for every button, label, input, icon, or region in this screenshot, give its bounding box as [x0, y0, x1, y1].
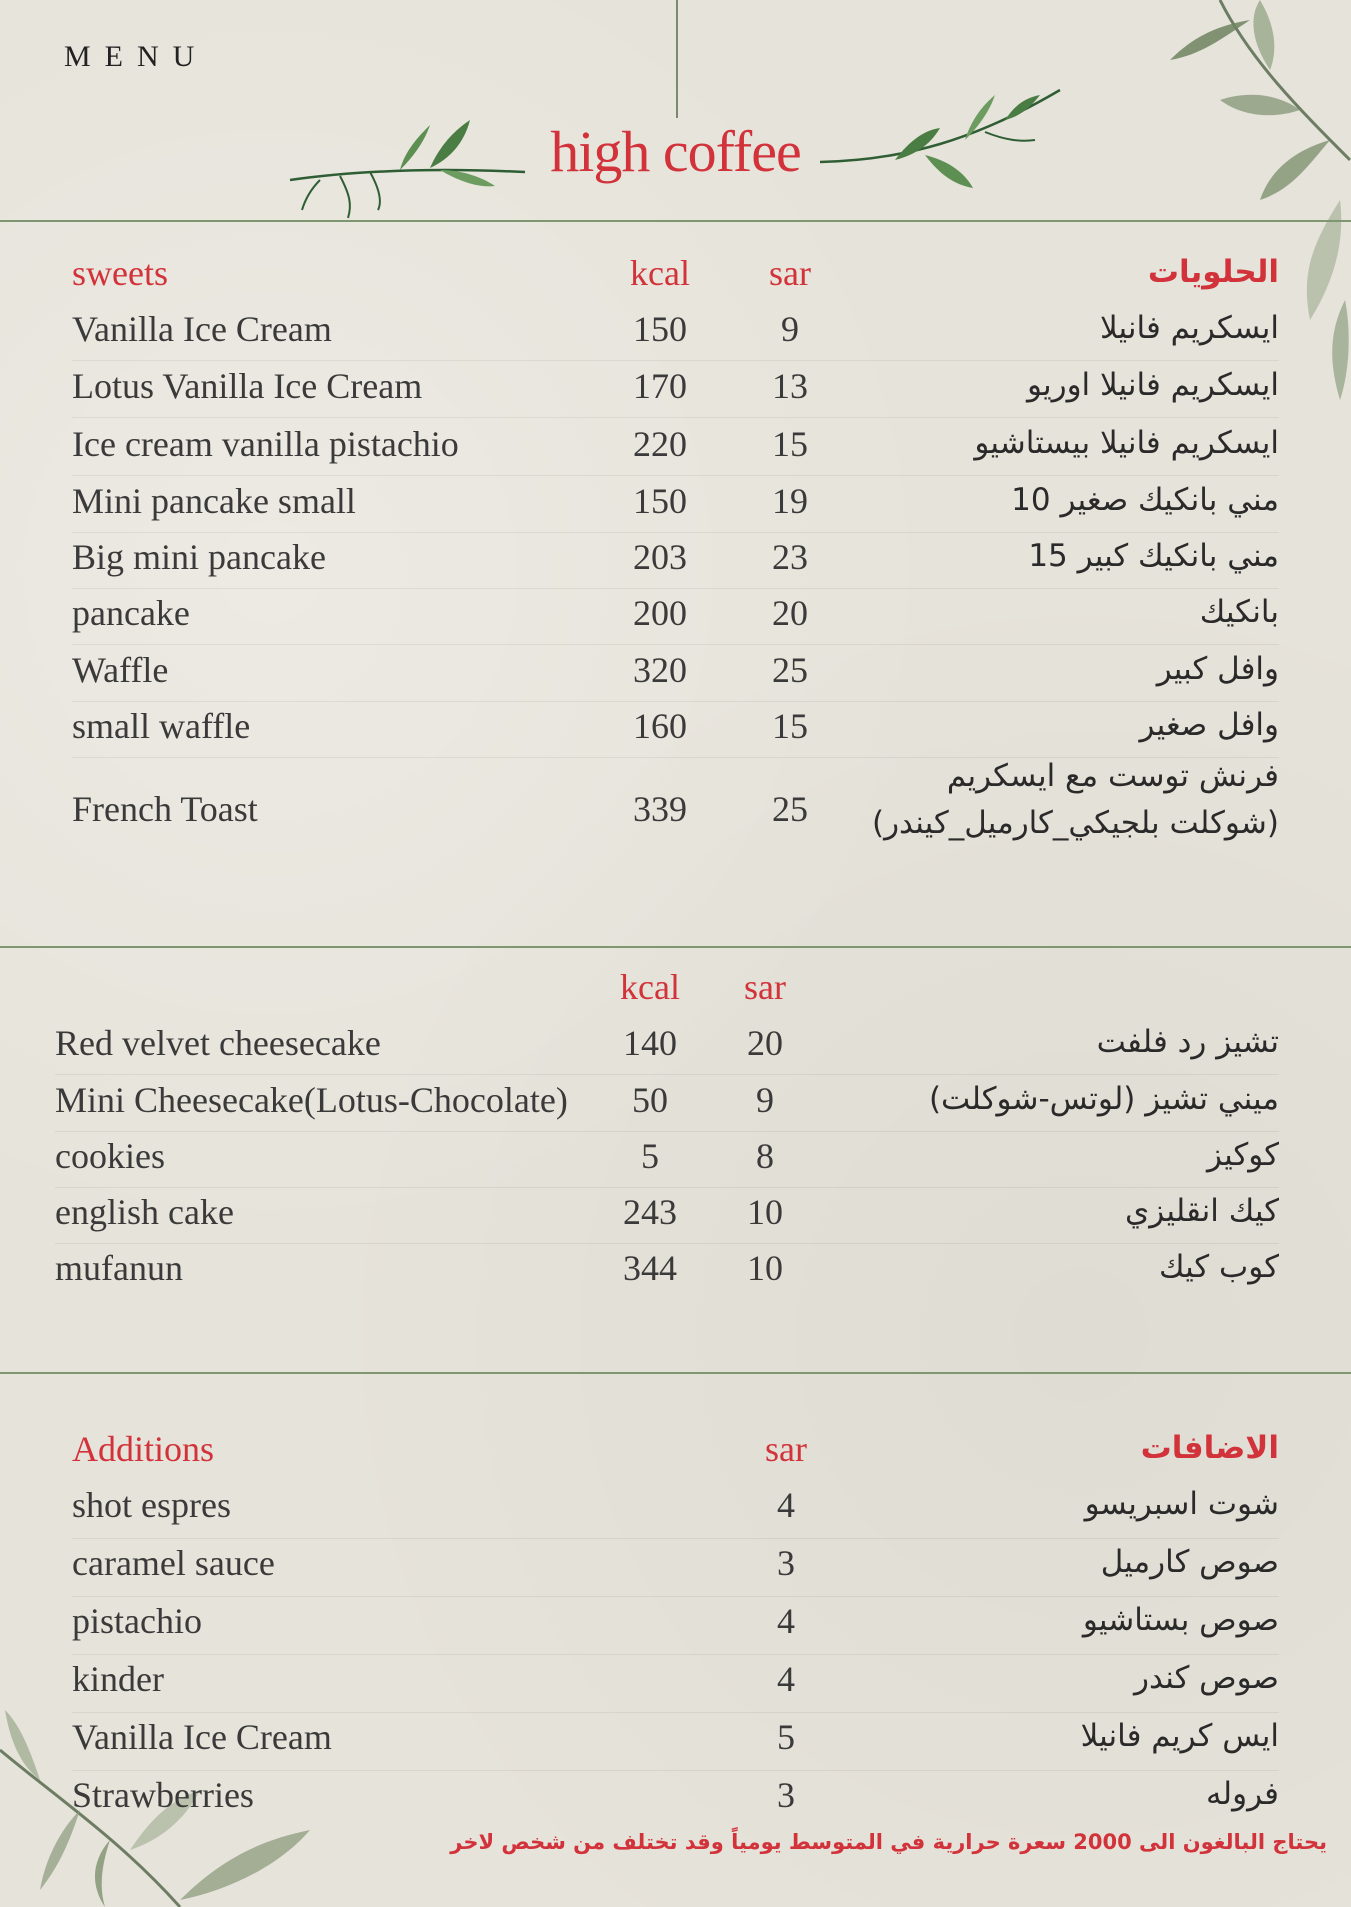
item-name-ar: صوص بستاشيو: [1082, 1602, 1279, 1638]
item-name-en: Strawberries: [72, 1775, 254, 1815]
item-name-ar: صوص كارميل: [1100, 1544, 1279, 1580]
leaf-branch-top-right-icon: [1100, 0, 1351, 420]
item-price: 4: [777, 1601, 795, 1641]
item-name-ar: مني بانكيك صغير 10: [1011, 482, 1279, 518]
item-name-en: Vanilla Ice Cream: [72, 309, 332, 349]
item-price: 23: [772, 537, 808, 577]
sweets-col-kcal: kcal: [630, 253, 690, 293]
item-kcal: 344: [623, 1248, 677, 1288]
additions-col-sar: sar: [765, 1429, 807, 1469]
menu-label: MENU: [64, 40, 209, 73]
item-name-ar: كيك انقليزي: [1124, 1193, 1279, 1229]
item-kcal: 320: [633, 650, 687, 690]
item-price: 10: [747, 1192, 783, 1232]
item-name-en: pistachio: [72, 1601, 202, 1641]
cakes-col-kcal: kcal: [620, 967, 680, 1007]
row-divider: [55, 1187, 1279, 1188]
item-price: 25: [772, 789, 808, 829]
item-price: 8: [756, 1136, 774, 1176]
row-divider: [72, 1712, 1279, 1713]
item-kcal: 220: [633, 424, 687, 464]
row-divider: [72, 1654, 1279, 1655]
row-divider: [72, 360, 1279, 361]
item-kcal: 160: [633, 706, 687, 746]
item-name-en: english cake: [55, 1192, 234, 1232]
brand-title: high coffee: [550, 119, 801, 184]
item-kcal: 339: [633, 789, 687, 829]
row-divider: [72, 417, 1279, 418]
calorie-note: يحتاج البالغون الى 2000 سعرة حرارية في المتوسط يومياً وقد تختلف من شخص لاخر: [450, 1830, 1327, 1854]
item-kcal: 150: [633, 309, 687, 349]
item-kcal: 150: [633, 481, 687, 521]
item-price: 13: [772, 366, 808, 406]
item-name-en: caramel sauce: [72, 1543, 275, 1583]
item-name-ar: ايسكريم فانيلا: [1100, 310, 1279, 346]
item-name-en: Lotus Vanilla Ice Cream: [72, 366, 423, 406]
item-name-ar: فرنش توست مع ايسكريم: [946, 758, 1279, 794]
row-divider: [72, 701, 1279, 702]
item-kcal: 170: [633, 366, 687, 406]
item-kcal: 243: [623, 1192, 677, 1232]
item-price: 4: [777, 1485, 795, 1525]
item-name-en: shot espres: [72, 1485, 231, 1525]
item-name-en: cookies: [55, 1136, 165, 1176]
item-price: 15: [772, 706, 808, 746]
item-kcal: 50: [632, 1080, 668, 1120]
item-name-ar: تشيز رد فلفت: [1096, 1024, 1279, 1060]
item-name-ar: وافل صغير: [1139, 707, 1279, 743]
row-divider: [72, 1770, 1279, 1771]
row-divider: [72, 644, 1279, 645]
item-name-ar: ميني تشيز (لوتس-شوكلت): [928, 1081, 1279, 1117]
item-name-ar: بانكيك: [1199, 594, 1279, 630]
item-name-en: mufanun: [55, 1248, 183, 1288]
item-name-ar: كوب كيك: [1158, 1249, 1279, 1285]
item-name-en: kinder: [72, 1659, 164, 1699]
item-price: 3: [777, 1775, 795, 1815]
additions-title-ar: الاضافات: [1140, 1430, 1279, 1466]
section-divider: [0, 1372, 1351, 1374]
row-divider: [55, 1243, 1279, 1244]
cakes-col-sar: sar: [744, 967, 786, 1007]
item-name-en: Big mini pancake: [72, 537, 326, 577]
item-kcal: 203: [633, 537, 687, 577]
item-name-ar: شوت اسبريسو: [1084, 1486, 1279, 1522]
item-price: 5: [777, 1717, 795, 1757]
item-name-ar: مني بانكيك كبير 15: [1028, 538, 1279, 574]
sweets-col-sar: sar: [769, 253, 811, 293]
item-price: 10: [747, 1248, 783, 1288]
item-kcal: 200: [633, 593, 687, 633]
item-price: 20: [772, 593, 808, 633]
item-price: 4: [777, 1659, 795, 1699]
item-name-ar: كوكيز: [1207, 1137, 1279, 1173]
item-name-ar: فروله: [1206, 1776, 1279, 1812]
row-divider: [55, 1074, 1279, 1075]
item-name-en: Ice cream vanilla pistachio: [72, 424, 459, 464]
row-divider: [72, 1538, 1279, 1539]
row-divider: [72, 588, 1279, 589]
sweets-title-ar: الحلويات: [1147, 254, 1279, 290]
row-divider: [72, 532, 1279, 533]
item-price: 25: [772, 650, 808, 690]
item-name-en: French Toast: [72, 789, 258, 829]
item-name-en: Red velvet cheesecake: [55, 1023, 381, 1063]
item-name-en: Mini Cheesecake(Lotus-Chocolate): [55, 1080, 568, 1120]
item-price: 3: [777, 1543, 795, 1583]
item-price: 20: [747, 1023, 783, 1063]
item-price: 19: [772, 481, 808, 521]
row-divider: [72, 1596, 1279, 1597]
section-divider: [0, 220, 1351, 222]
item-name-en: Mini pancake small: [72, 481, 356, 521]
item-name-en: Waffle: [72, 650, 169, 690]
item-name-ar: وافل كبير: [1156, 651, 1279, 687]
item-price: 9: [781, 309, 799, 349]
item-name-ar: صوص كندر: [1133, 1660, 1279, 1696]
item-name-ar-detail: (شوكلت بلجيكي_كارميل_كيندر): [871, 805, 1279, 841]
header-divider: [676, 0, 678, 118]
item-price: 15: [772, 424, 808, 464]
item-price: 9: [756, 1080, 774, 1120]
row-divider: [55, 1131, 1279, 1132]
item-name-ar: ايس كريم فانيلا: [1080, 1718, 1279, 1754]
item-name-ar: ايسكريم فانيلا بيستاشيو: [974, 425, 1279, 461]
sweets-title-en: sweets: [72, 253, 168, 293]
item-kcal: 5: [641, 1136, 659, 1176]
item-name-en: small waffle: [72, 706, 251, 746]
item-name-en: Vanilla Ice Cream: [72, 1717, 332, 1757]
item-kcal: 140: [623, 1023, 677, 1063]
section-divider: [0, 946, 1351, 948]
row-divider: [72, 475, 1279, 476]
additions-title-en: Additions: [72, 1429, 215, 1469]
item-name-en: pancake: [72, 593, 190, 633]
item-name-ar: ايسكريم فانيلا اوريو: [1026, 367, 1279, 403]
